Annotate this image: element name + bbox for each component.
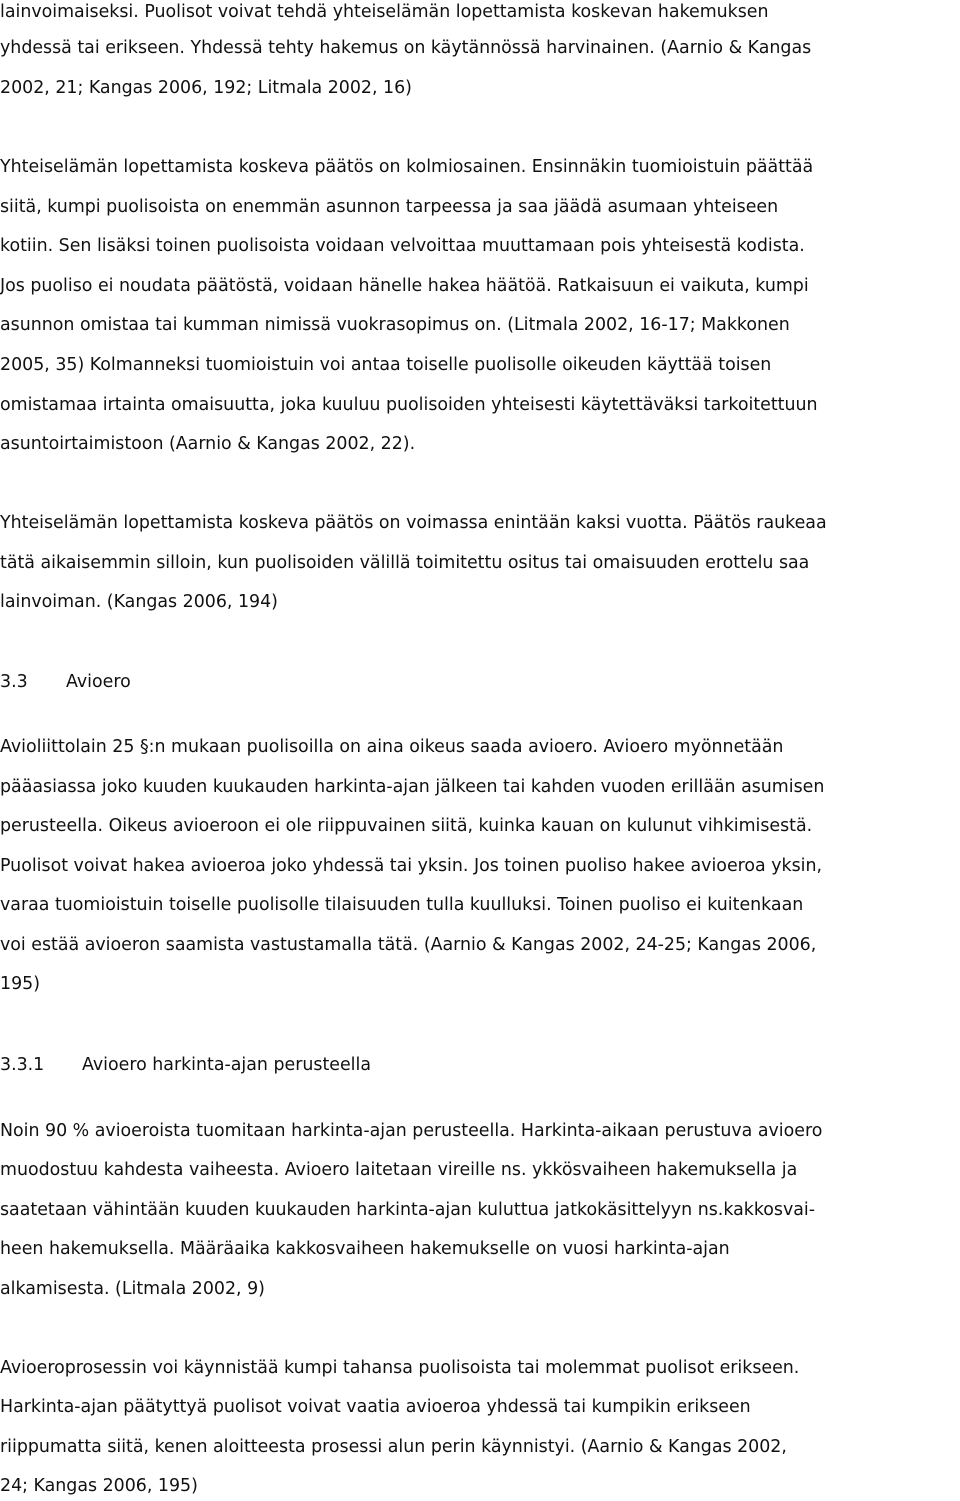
subsection-title: Avioero harkinta-ajan perusteella — [82, 1055, 371, 1075]
subsection-heading — [0, 1053, 371, 1077]
body-text-line: 195) — [0, 974, 40, 994]
body-text-line: saatetaan vähintään kuuden kuukauden harkinta-ajan kuluttua jatkokäsittelyyn ns.kakkosvai- — [0, 1200, 816, 1220]
body-text-line: asuntoirtaimistoon (Aarnio & Kangas 2002, 22). — [0, 434, 416, 454]
body-text-line: Jos puoliso ei noudata päätöstä, voidaan hänelle hakea häätöä. Ratkaisuun ei vaikuta, kumpi — [0, 276, 809, 296]
body-text-line: Avioliittolain 25 §:n mukaan puolisoilla on aina oikeus saada avioero. Avioero myönnetään — [0, 737, 784, 757]
body-text-line: omistamaa irtainta omaisuutta, joka kuuluu puolisoiden yhteisesti käytettäväksi tarkoitettuun — [0, 395, 818, 415]
body-text-line: 2005, 35) Kolmanneksi tuomioistuin voi antaa toiselle puolisolle oikeuden käyttää toisen — [0, 355, 772, 375]
body-text-line: siitä, kumpi puolisoista on enemmän asunnon tarpeessa ja saa jäädä asumaan yhteiseen — [0, 197, 779, 217]
body-text-line: perusteella. Oikeus avioeroon ei ole riippuvainen siitä, kuinka kauan on kulunut vihkimisestä. — [0, 816, 813, 836]
body-text-line: tätä aikaisemmin silloin, kun puolisoiden välillä toimitettu ositus tai omaisuuden erottelu saa — [0, 553, 810, 573]
body-text-line: lainvoimaiseksi. Puolisot voivat tehdä yhteiselämän lopettamista koskevan hakemuksen — [0, 2, 769, 22]
body-text-line: lainvoiman. (Kangas 2006, 194) — [0, 592, 278, 612]
body-text-line: heen hakemuksella. Määräaika kakkosvaiheen hakemukselle on vuosi harkinta-ajan — [0, 1239, 730, 1259]
body-text-line: 24; Kangas 2006, 195) — [0, 1476, 198, 1496]
body-text-line: yhdessä tai erikseen. Yhdessä tehty hakemus on käytännössä harvinainen. (Aarnio & Kangas — [0, 38, 812, 58]
body-text-line: kotiin. Sen lisäksi toinen puolisoista voidaan velvoittaa muuttamaan pois yhteisestä kodista. — [0, 236, 805, 256]
body-text-line: Puolisot voivat hakea avioeroa joko yhdessä tai yksin. Jos toinen puoliso hakee avioeroa yksin, — [0, 856, 823, 876]
body-text-line: Yhteiselämän lopettamista koskeva päätös on voimassa enintään kaksi vuotta. Päätös raukeaa — [0, 513, 827, 533]
body-text-line: asunnon omistaa tai kumman nimissä vuokrasopimus on. (Litmala 2002, 16-17; Makkonen — [0, 315, 790, 335]
subsection-number: 3.3.1 — [0, 1055, 45, 1075]
body-text-line: Harkinta-ajan päätyttyä puolisot voivat vaatia avioeroa yhdessä tai kumpikin erikseen — [0, 1397, 751, 1417]
body-text-line: 2002, 21; Kangas 2006, 192; Litmala 2002, 16) — [0, 78, 412, 98]
body-text-line: Avioeroprosessin voi käynnistää kumpi tahansa puolisoista tai molemmat puolisot erikseen. — [0, 1358, 800, 1378]
body-text-line: muodostuu kahdesta vaiheesta. Avioero laitetaan vireille ns. ykkösvaiheen hakemuksella ja — [0, 1160, 798, 1180]
body-text-line: pääasiassa joko kuuden kuukauden harkinta-ajan jälkeen tai kahden vuoden erillään asumisen — [0, 777, 825, 797]
section-heading — [0, 670, 131, 694]
body-text-line: Noin 90 % avioeroista tuomitaan harkinta-ajan perusteella. Harkinta-aikaan perustuva avioero — [0, 1121, 823, 1141]
body-text-line: Yhteiselämän lopettamista koskeva päätös on kolmiosainen. Ensinnäkin tuomioistuin päättää — [0, 157, 814, 177]
body-text-line: alkamisesta. (Litmala 2002, 9) — [0, 1279, 265, 1299]
body-text-line: varaa tuomioistuin toiselle puolisolle tilaisuuden tulla kuulluksi. Toinen puoliso ei kuitenkaan — [0, 895, 804, 915]
section-number: 3.3 — [0, 672, 28, 692]
section-title: Avioero — [66, 672, 131, 692]
body-text-line: voi estää avioeron saamista vastustamalla tätä. (Aarnio & Kangas 2002, 24-25; Kangas 2006, — [0, 935, 817, 955]
body-text-line: riippumatta siitä, kenen aloitteesta prosessi alun perin käynnistyi. (Aarnio & Kangas 2002, — [0, 1437, 787, 1457]
